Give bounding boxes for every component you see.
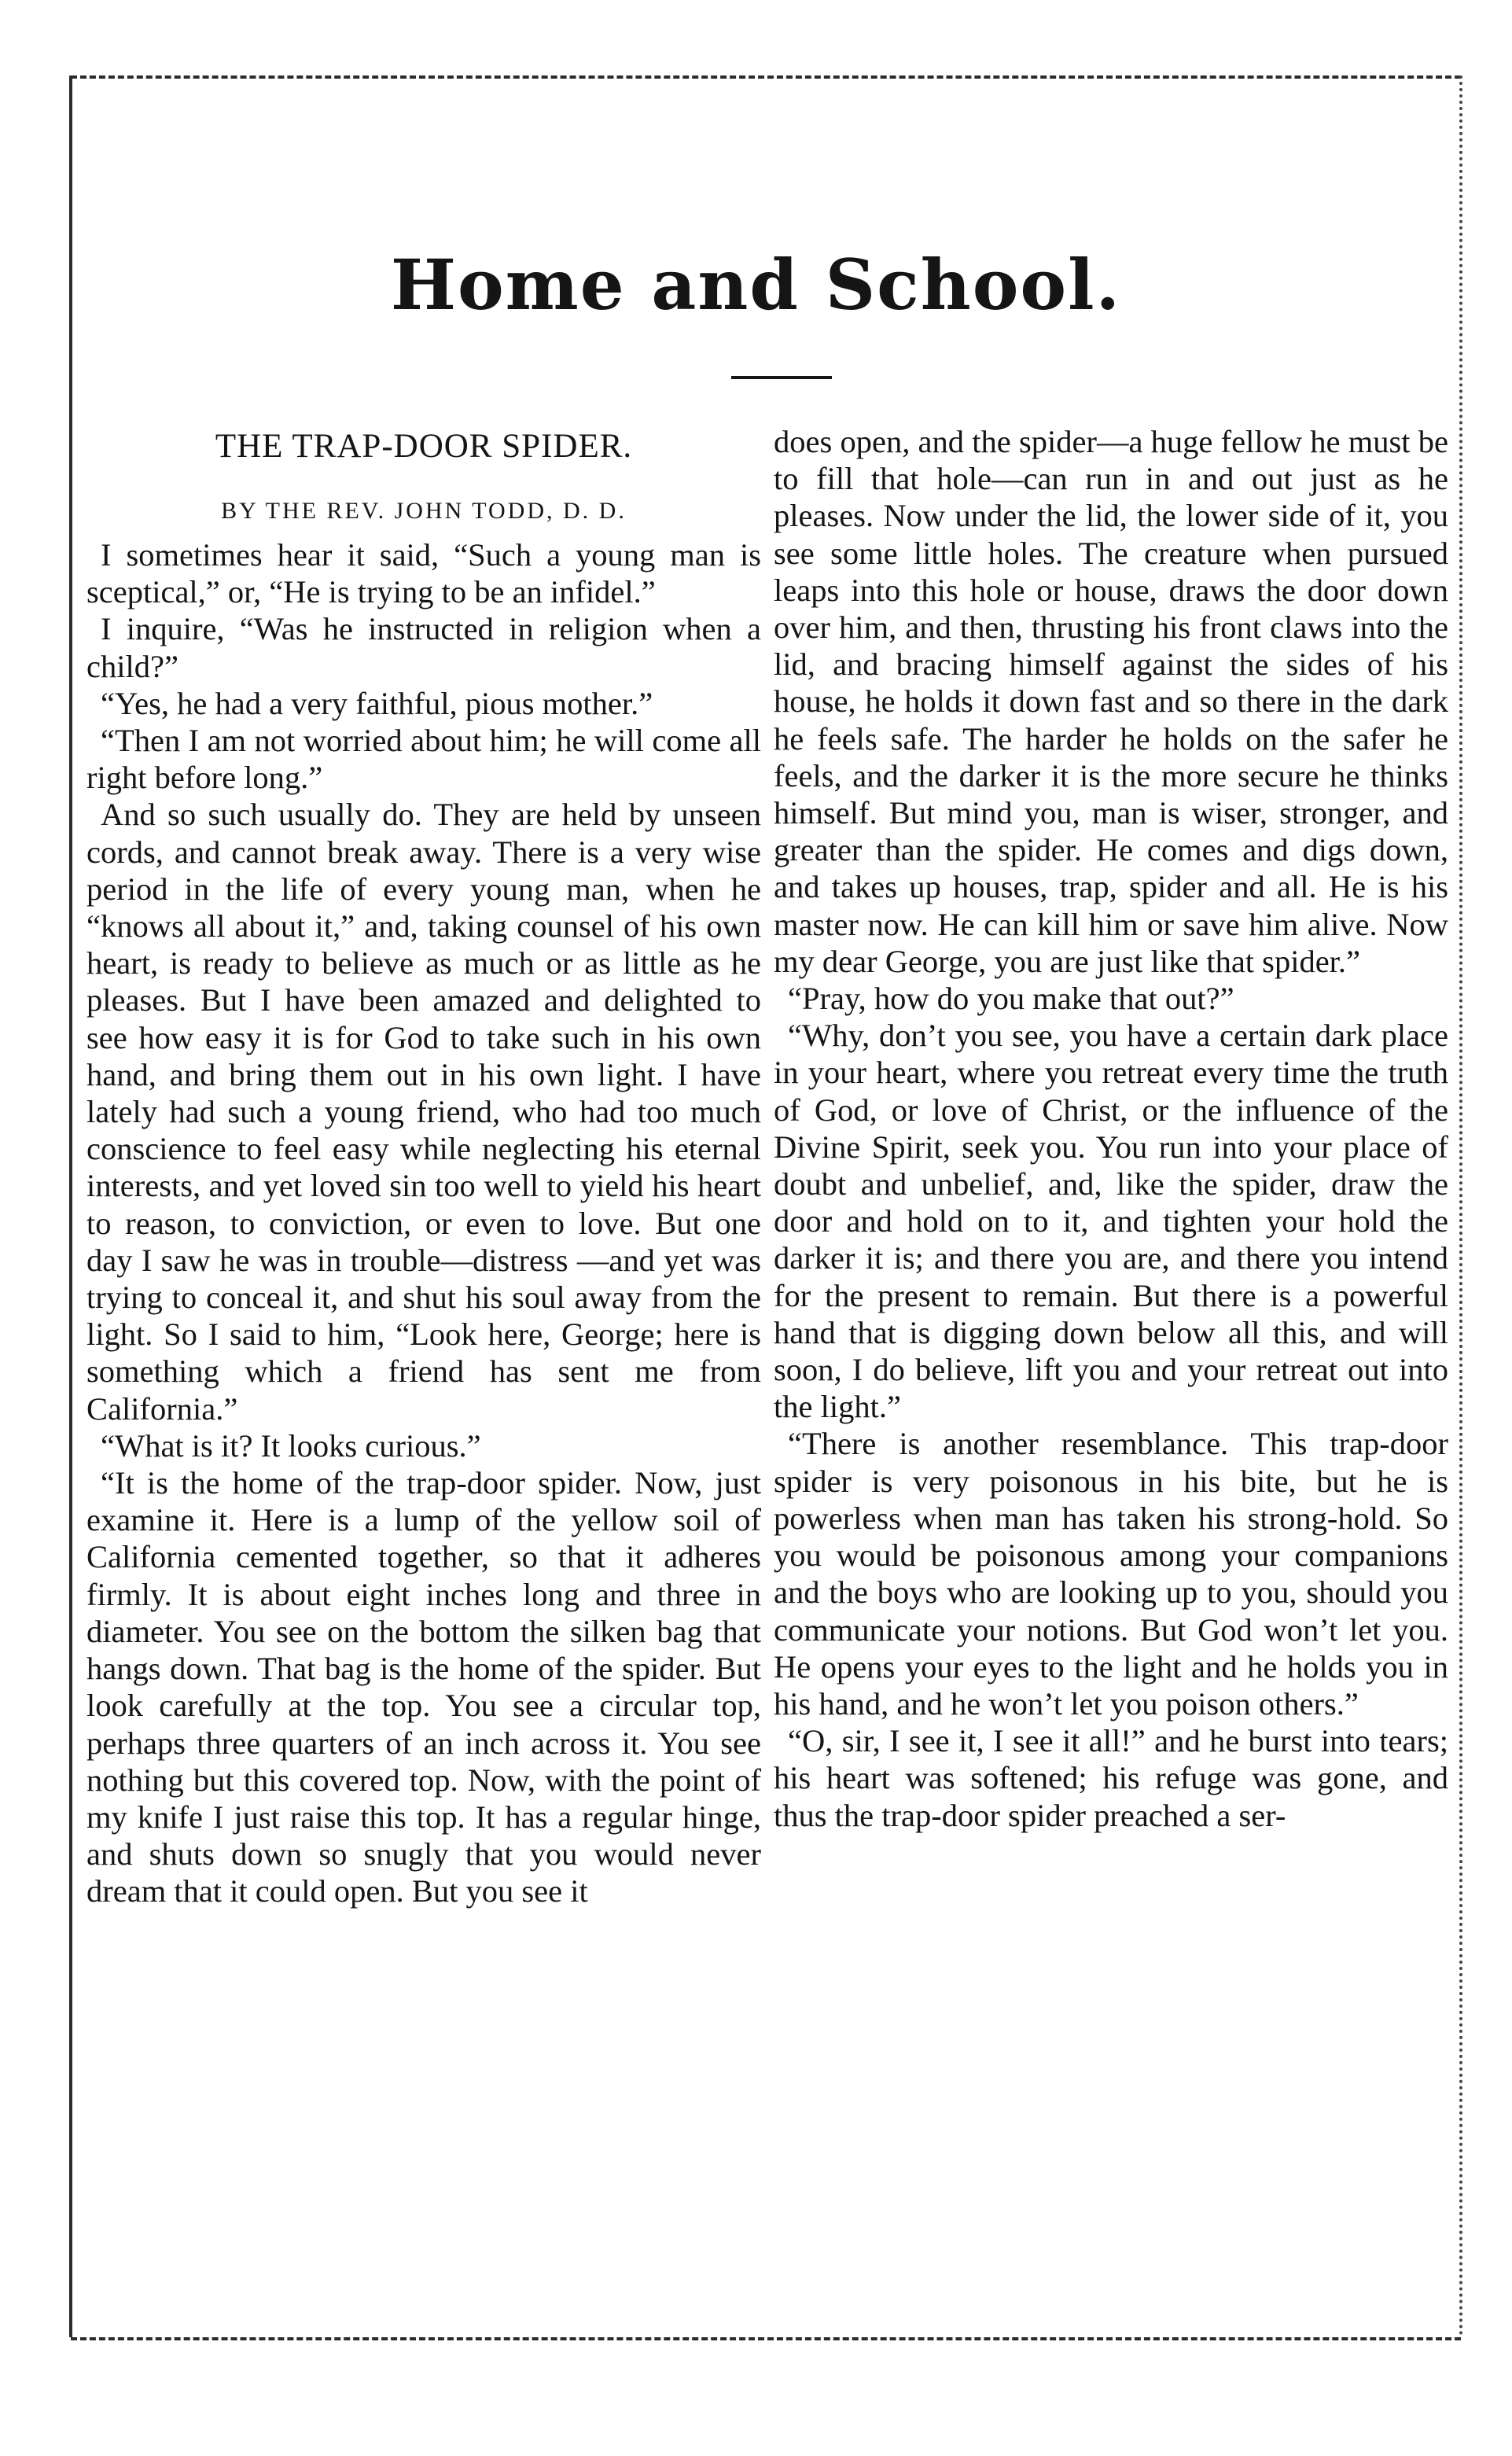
paragraph-continued: does open, and the spider—a huge fellow he must be to fill that hole—can run in and out just as he pleases. Now under the lid, the lower side of it, you see some little holes. The creature when pursued leaps into this hole or house, draws the door down over him, and then, thrusting his front claws into the lid, and bracing himself against the sides of his house, he holds it down fast and so there in the dark he feels safe. The harder he holds on the safer he feels, and the darker it is the more secure he thinks himself. But mind you, man is wiser, stronger, and greater than the spider. He comes and digs down, and takes up houses, trap, spider and all. He is his master now. He can kill him or save him alive. Now my dear George, you are just like that spider.” [774,424,1448,979]
paragraph: “What is it? It looks curious.” [101,1427,481,1464]
left-column [86,423,761,1910]
section-title: Home and School. [390,244,1122,326]
page-border-top [71,75,1461,79]
paragraph: “Yes, he had a very faithful, pious mother.” [101,685,653,721]
paragraph: “Why, don’t you see, you have a certain dark place in your heart, where you retreat every time the truth of God, or love of Christ, or the influence of the Divine Spirit, seek you. You run into your place of doubt and unbelief, and, like the spider, draw the door and hold on to it, and tighten your hold the darker it is; and there you are, and there you intend for the present to remain. But there is a powerful hand that is digging down below all this, and will soon, I do believe, lift you and your retreat out into the light.” [774,1018,1448,1425]
article-byline: BY THE REV. JOHN TODD, D. D. [221,498,627,524]
title-divider [731,376,832,379]
paragraph: “Then I am not worried about him; he will come all right before long.” [86,723,761,796]
article-title: THE TRAP-DOOR SPIDER. [215,428,633,465]
right-column [774,423,1448,1834]
paragraph: “O, sir, I see it, I see it all!” and he burst into tears; his heart was softened; his refuge was gone, and thus the trap-door spider preached a ser- [774,1723,1448,1833]
page-border-right [1459,75,1462,2337]
paragraph: “Pray, how do you make that out?” [788,981,1234,1017]
paragraph: “There is another resemblance. This trap-door spider is very poisonous in his bite, but he is powerless when man has taken his strong-hold. So you would be poisonous among your companions and the boys who are looking up to you, should you communicate your notions. But God won’t let you. He opens your eyes to the light and he holds you in his hand, and he won’t let you poison others.” [774,1426,1448,1721]
paragraph: And so such usually do. They are held by unseen cords, and cannot break away. There is a very wise period in the life of every young man, when he “knows all about it,” and, taking counsel of his own heart, is ready to believe as much or as little as he pleases. But I have been amazed and delighted to see how easy it is for God to take such in his own hand, and bring them out in his own light. I have lately had such a young friend, who had too much conscience to feel easy while neglecting his eternal interests, and yet loved sin too well to yield his heart to reason, to conviction, or even to love. But one day I saw he was in trouble—distress —and yet was trying to conceal it, and shut his soul away from the light. So I said to him, “Look here, George; here is something which a friend has sent me from California.” [86,797,761,1427]
paragraph: I inquire, “Was he instructed in religion when a child?” [86,611,761,684]
page-border-bottom [71,2337,1461,2340]
paragraph: “It is the home of the trap-door spider. Now, just examine it. Here is a lump of the yellow soil of California cemented together, so that it adheres firmly. It is about eight inches long and three in diameter. You see on the bottom the silken bag that hangs down. That bag is the home of the spider. But look carefully at the top. You see a circular top, perhaps three quarters of an inch across it. You see nothing but this covered top. Now, with the point of my knife I just raise this top. It has a regular hinge, and shuts down so snugly that you would never dream that it could open. But you see it [86,1465,761,1909]
paragraph: I sometimes hear it said, “Such a young man is sceptical,” or, “He is trying to be an infidel.” [86,537,761,610]
page-border-left [69,75,72,2337]
